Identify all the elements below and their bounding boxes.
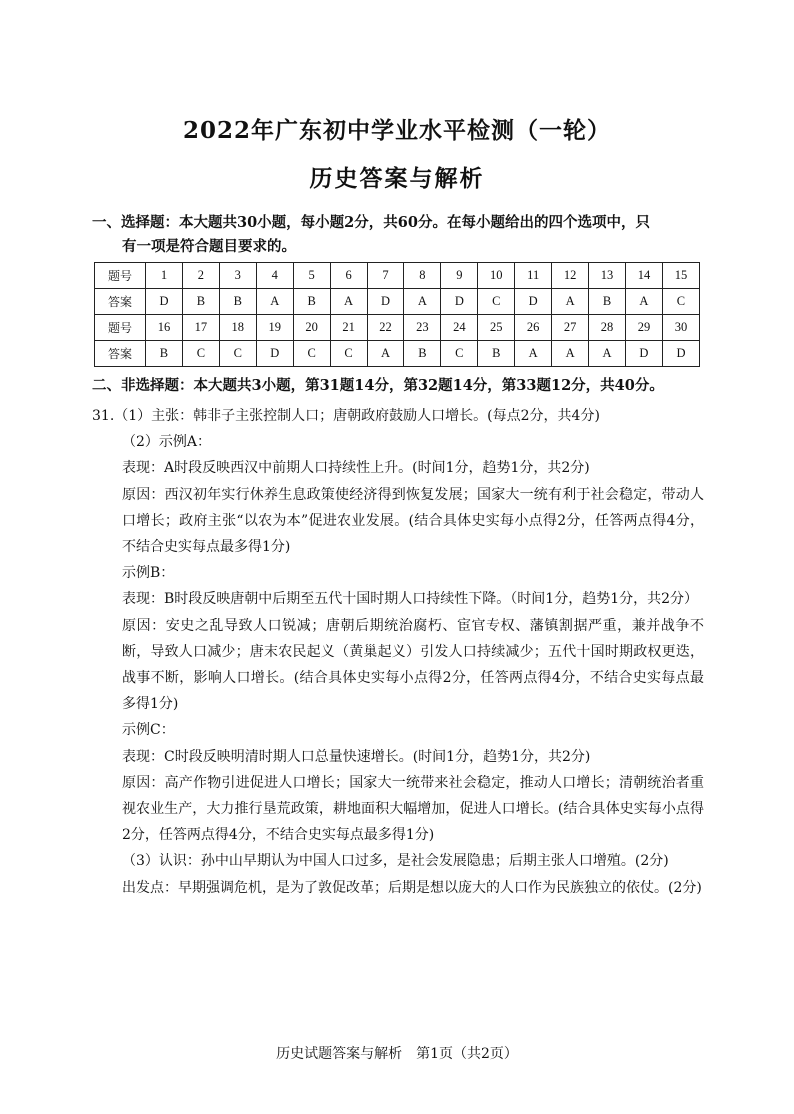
answer-cell: B (404, 341, 441, 367)
q31-part1: 31.（1）主张：韩非子主张控制人口；唐朝政府鼓励人口增长。(每点2分，共4分) (92, 408, 600, 424)
question-number-cell: 21 (330, 315, 367, 341)
question-number-cell: 1 (146, 263, 183, 289)
row-label: 答案 (95, 341, 146, 367)
page-footer: 历史试题答案与解析 第1页（共2页） (276, 1046, 518, 1062)
q31-example-a-performance: 表现：A时段反映西汉中前期人口持续性上升。(时间1分，趋势1分，共2分) (122, 460, 590, 477)
answer-cell: B (478, 341, 515, 367)
question-number-cell: 18 (219, 315, 256, 341)
question-number-cell: 12 (552, 263, 589, 289)
answer-cell: D (441, 289, 478, 315)
q31-example-c-performance: 表现：C时段反映明清时期人口总量快速增长。(时间1分，趋势1分，共2分) (122, 748, 591, 765)
q31-part3-motivation: 出发点：早期强调危机，是为了敦促改革；后期是想以庞大的人口作为民族独立的依仗。(2分) (122, 879, 702, 896)
answer-cell: D (662, 341, 699, 367)
answer-cell: A (256, 289, 293, 315)
answer-cell: C (219, 341, 256, 367)
question-number-cell: 6 (330, 263, 367, 289)
answer-cell: A (589, 341, 626, 367)
section-1-line-2: 有一项是符合题目要求的。 (122, 238, 296, 255)
question-number-row (95, 315, 700, 341)
answer-table (94, 262, 700, 367)
question-number-cell: 23 (404, 315, 441, 341)
question-number-cell: 8 (404, 263, 441, 289)
question-31-answer (92, 403, 704, 901)
answer-cell: A (404, 289, 441, 315)
answer-cell: B (182, 289, 219, 315)
question-number-cell: 2 (182, 263, 219, 289)
question-number-cell: 27 (552, 315, 589, 341)
document-subtitle: 历史答案与解析 (309, 165, 485, 192)
question-number-cell: 14 (625, 263, 662, 289)
question-number-cell: 11 (515, 263, 552, 289)
q31-example-b-reason: 原因：安史之乱导致人口锐减；唐朝后期统治腐朽、宦官专权、藩镇割据严重，兼并战争不断，导致人口减少；唐末农民起义（黄巢起义）引发人口持续减少；五代十国时期政权更迭，战事不断，影响人口增长。(结合具体史实每小点得2分，任答两点得4分，不结合史实每点最多得1分) (122, 617, 704, 713)
answer-cell: D (515, 289, 552, 315)
question-number-cell: 4 (256, 263, 293, 289)
question-number-cell: 3 (219, 263, 256, 289)
q31-example-b-heading: 示例B： (122, 565, 175, 582)
answer-cell: C (182, 341, 219, 367)
answer-cell: C (478, 289, 515, 315)
answer-cell: C (441, 341, 478, 367)
question-number-cell: 16 (146, 315, 183, 341)
q31-part3-view: （3）认识：孙中山早期认为中国人口过多，是社会发展隐患；后期主张人口增殖。(2分) (122, 853, 669, 870)
answer-cell: A (515, 341, 552, 367)
question-number-cell: 5 (293, 263, 330, 289)
question-number-cell: 26 (515, 315, 552, 341)
answer-cell: A (552, 289, 589, 315)
answer-cell: C (662, 289, 699, 315)
question-number-cell: 15 (662, 263, 699, 289)
q31-example-a-reason: 原因：西汉初年实行休养生息政策使经济得到恢复发展；国家大一统有利于社会稳定，带动人口增长；政府主张“以农为本”促进农业发展。(结合具体史实每小点得2分，任答两点得4分，不结合史实每点最多得1分) (122, 486, 704, 556)
question-number-cell: 13 (589, 263, 626, 289)
exam-title: 2022年广东初中学业水平检测（一轮） (182, 117, 611, 144)
row-label: 题号 (95, 315, 146, 341)
section-1-heading (92, 211, 712, 259)
question-number-cell: 17 (182, 315, 219, 341)
row-label: 答案 (95, 289, 146, 315)
answer-cell: C (330, 341, 367, 367)
q31-example-c-heading: 示例C： (122, 722, 175, 739)
answer-cell: D (256, 341, 293, 367)
question-number-cell: 19 (256, 315, 293, 341)
question-number-cell: 10 (478, 263, 515, 289)
answer-row (95, 289, 700, 315)
answer-cell: D (146, 289, 183, 315)
answer-cell: B (219, 289, 256, 315)
question-number-cell: 29 (625, 315, 662, 341)
answer-cell: A (330, 289, 367, 315)
answer-cell: D (625, 341, 662, 367)
question-number-cell: 9 (441, 263, 478, 289)
answer-row (95, 341, 700, 367)
q31-part2-heading: （2）示例A： (122, 434, 212, 451)
answer-cell: B (293, 289, 330, 315)
question-number-cell: 24 (441, 315, 478, 341)
question-number-cell: 22 (367, 315, 404, 341)
q31-example-c-reason: 原因：高产作物引进促进人口增长；国家大一统带来社会稳定，推动人口增长；清朝统治者重视农业生产，大力推行垦荒政策，耕地面积大幅增加，促进人口增长。(结合具体史实每小点得2分，任答两点得4分，不结合史实每点最多得1分) (122, 774, 704, 844)
answer-cell: D (367, 289, 404, 315)
answer-cell: A (625, 289, 662, 315)
answer-cell: A (367, 341, 404, 367)
section-2-heading: 二、非选择题：本大题共3小题，第31题14分，第32题14分，第33题12分，共40分。 (92, 377, 664, 394)
answer-cell: B (146, 341, 183, 367)
question-number-cell: 28 (589, 315, 626, 341)
answer-cell: A (552, 341, 589, 367)
answer-cell: C (293, 341, 330, 367)
q31-example-b-performance: 表现：B时段反映唐朝中后期至五代十国时期人口持续性下降。（时间1分，趋势1分，共2分） (122, 591, 699, 608)
answer-cell: B (589, 289, 626, 315)
row-label: 题号 (95, 263, 146, 289)
question-number-cell: 25 (478, 315, 515, 341)
question-number-cell: 7 (367, 263, 404, 289)
section-1-line-1: 一、选择题：本大题共30小题，每小题2分，共60分。在每小题给出的四个选项中，只 (92, 214, 650, 231)
question-number-cell: 20 (293, 315, 330, 341)
question-number-row (95, 263, 700, 289)
question-number-cell: 30 (662, 315, 699, 341)
